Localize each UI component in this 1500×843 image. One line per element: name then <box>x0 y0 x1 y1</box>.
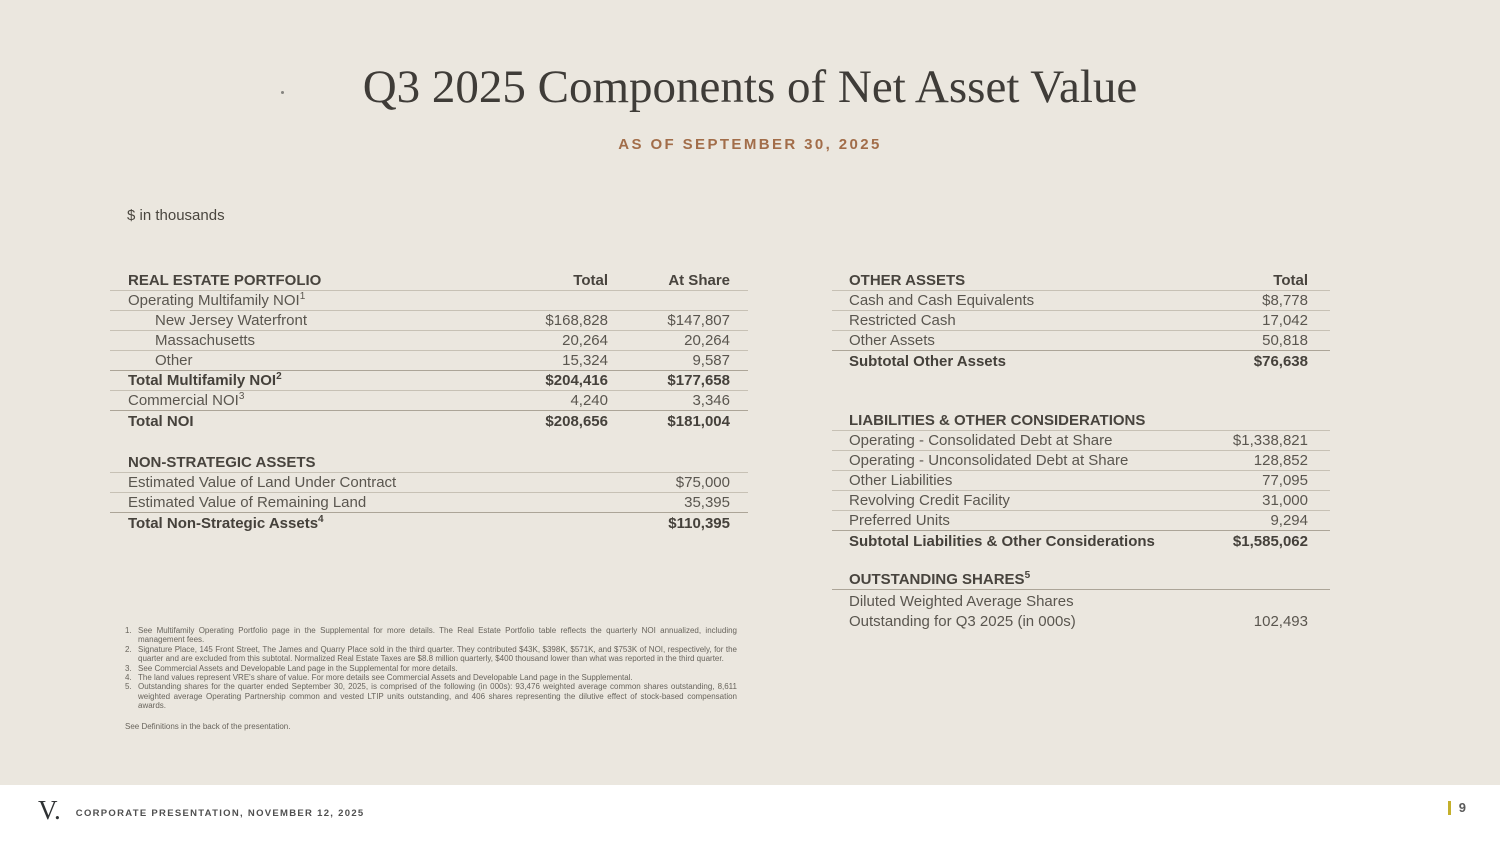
footnote-number: 3. <box>125 663 132 673</box>
row-total: $208,656 <box>545 412 608 430</box>
row-restricted-cash <box>832 311 1330 331</box>
row-new-jersey-waterfront <box>110 311 748 331</box>
row-value: $110,395 <box>668 514 730 532</box>
footnote-ref-3: 3 <box>238 391 245 402</box>
footnote-number: 1. <box>125 626 132 635</box>
row-label: Estimated Value of Land Under Contract <box>128 474 397 491</box>
row-total-non-strategic <box>110 513 748 533</box>
row-other-assets <box>832 331 1330 351</box>
row-label: Operating - Unconsolidated Debt at Share <box>849 452 1129 469</box>
outstanding-shares-title: OUTSTANDING SHARES <box>849 571 1025 588</box>
row-total: 20,264 <box>562 332 608 349</box>
row-label: Restricted Cash <box>849 312 956 329</box>
other-assets-title: OTHER ASSETS <box>849 272 966 289</box>
row-label: Subtotal Other Assets <box>849 352 1006 370</box>
liabilities-section <box>832 411 1330 551</box>
shares-label-line1: Diluted Weighted Average Shares <box>849 593 1074 610</box>
footnote-number: 4. <box>125 673 132 683</box>
footnote-3 <box>125 664 737 673</box>
liabilities-header-row <box>832 411 1330 431</box>
footnote-ref-5: 5 <box>1024 570 1031 581</box>
non-strategic-title: NON-STRATEGIC ASSETS <box>128 454 316 471</box>
footnote-text: See Multifamily Operating Portfolio page in the Supplemental for more details. The Real Estate Portfolio table reflects the quarterly NOI annualized, including management fees. <box>138 626 737 645</box>
shares-label-line2: Outstanding for Q3 2025 (in 000s) <box>849 613 1076 630</box>
footnote-1 <box>125 626 737 645</box>
row-value: $75,000 <box>675 474 730 491</box>
footnote-ref-1: 1 <box>299 291 306 302</box>
slide-subtitle: AS OF SEPTEMBER 30, 2025 <box>618 136 882 153</box>
row-remaining-land <box>110 493 748 513</box>
row-at-share: $147,807 <box>667 312 730 329</box>
row-commercial-noi <box>110 391 748 411</box>
row-total: 15,324 <box>562 352 608 369</box>
row-value: 102,493 <box>1253 613 1308 630</box>
footnotes-block <box>125 626 737 731</box>
real-estate-table <box>110 271 748 533</box>
outstanding-shares-section <box>832 570 1330 632</box>
footnote-ref-2: 2 <box>276 371 282 382</box>
row-total-noi <box>110 411 748 431</box>
row-value: $8,778 <box>1262 292 1308 309</box>
other-assets-header-row <box>832 271 1330 291</box>
page-number: 9 <box>1458 800 1466 815</box>
row-label: Commercial NOI <box>128 392 239 409</box>
row-label: New Jersey Waterfront <box>155 312 307 329</box>
row-at-share: $181,004 <box>667 412 730 430</box>
col-header-total: Total <box>573 272 608 289</box>
row-land-under-contract <box>110 473 748 493</box>
row-total: $168,828 <box>545 312 608 329</box>
row-label: Massachusetts <box>155 332 256 349</box>
footnote-number: 2. <box>125 644 132 654</box>
footnote-4 <box>125 673 737 682</box>
col-header-total: Total <box>1273 272 1308 289</box>
outstanding-shares-header-row <box>832 570 1330 590</box>
row-value: 77,095 <box>1262 472 1308 489</box>
row-label: Estimated Value of Remaining Land <box>128 494 367 511</box>
liabilities-title: LIABILITIES & OTHER CONSIDERATIONS <box>849 412 1146 429</box>
real-estate-header-row <box>110 271 748 291</box>
row-at-share: 9,587 <box>692 352 730 369</box>
row-consolidated-debt <box>832 431 1330 451</box>
row-value: $1,585,062 <box>1232 532 1308 550</box>
footnote-text: The land values represent VRE's share of value. For more details see Commercial Assets and Developable Land page in the Supplemental. <box>138 673 633 683</box>
row-total: 4,240 <box>570 392 608 409</box>
row-subtotal-other-assets <box>832 351 1330 371</box>
row-value: 17,042 <box>1262 312 1308 329</box>
row-label: Preferred Units <box>849 512 950 529</box>
row-value: 35,395 <box>684 494 730 511</box>
row-label: Total NOI <box>128 412 194 430</box>
footnote-text: Outstanding shares for the quarter ended September 30, 2025, is comprised of the following (in 000s): 93,476 weighted average common shares outstanding, 8,611 weighted average Operating Partnership common and vested LTIP units outstanding, and 406 shares representing the dilutive effect of stock-based compensation awards. <box>138 682 737 711</box>
row-unconsolidated-debt <box>832 451 1330 471</box>
non-strategic-section <box>110 453 748 533</box>
row-at-share: 20,264 <box>684 332 730 349</box>
row-at-share: $177,658 <box>667 372 730 389</box>
row-preferred-units <box>832 511 1330 531</box>
slide-title: Q3 2025 Components of Net Asset Value <box>362 61 1138 113</box>
row-label: Revolving Credit Facility <box>849 492 1010 509</box>
row-value: $76,638 <box>1253 352 1308 370</box>
footnote-closing: See Definitions in the back of the presentation. <box>125 721 291 731</box>
row-massachusetts <box>110 331 748 351</box>
row-label: Other <box>155 352 193 369</box>
row-value: 128,852 <box>1253 452 1308 469</box>
row-label: Total Non-Strategic Assets <box>128 514 319 532</box>
row-total-multifamily-noi <box>110 371 748 391</box>
row-other <box>110 351 748 371</box>
row-revolving-credit-facility <box>832 491 1330 511</box>
footnote-text: See Commercial Assets and Developable Land page in the Supplemental for more details. <box>138 663 458 673</box>
row-total: $204,416 <box>545 372 608 389</box>
row-label: Subtotal Liabilities & Other Considerations <box>849 532 1155 550</box>
row-diluted-weighted-average-shares <box>832 590 1330 632</box>
non-strategic-header-row <box>110 453 748 473</box>
company-logo: V. <box>38 795 61 825</box>
footnote-ref-4: 4 <box>318 513 324 525</box>
footnote-5 <box>125 682 737 710</box>
real-estate-title: REAL ESTATE PORTFOLIO <box>128 272 322 289</box>
units-note: $ in thousands <box>127 207 225 224</box>
row-label: Cash and Cash Equivalents <box>849 292 1035 309</box>
row-value: 50,818 <box>1262 332 1308 349</box>
row-value: $1,338,821 <box>1232 432 1308 449</box>
footnote-2 <box>125 645 737 664</box>
row-cash-equivalents <box>832 291 1330 311</box>
page-number-bar-icon <box>1448 801 1451 815</box>
row-value: 9,294 <box>1270 512 1308 529</box>
row-at-share: 3,346 <box>692 392 730 409</box>
row-subtotal-liabilities <box>832 531 1330 551</box>
row-other-liabilities <box>832 471 1330 491</box>
row-label: Operating Multifamily NOI <box>128 292 300 309</box>
row-label: Other Liabilities <box>849 472 953 489</box>
row-value: 31,000 <box>1262 492 1308 509</box>
col-header-at-share: At Share <box>668 272 730 289</box>
footnote-text: Signature Place, 145 Front Street, The James and Quarry Place sold in the third quarter. They contributed $43K, $398K, $571K, and $753K of NOI, respectively, for the quarter and are excluded from this subtotal. Normalized Real Estate Taxes are $8.8 million quarterly, $400 thousand lower than what was reported in the third quarter. <box>138 644 737 664</box>
row-label: Total Multifamily NOI <box>128 372 277 389</box>
row-operating-multifamily-noi <box>110 291 748 311</box>
footnote-number: 5. <box>125 682 132 692</box>
row-label: Operating - Consolidated Debt at Share <box>849 432 1113 449</box>
footer-presentation-label: CORPORATE PRESENTATION, NOVEMBER 12, 2025 <box>75 807 365 819</box>
other-assets-table <box>832 271 1330 632</box>
row-label: Other Assets <box>849 332 935 349</box>
cursor-artifact-dot <box>281 91 284 94</box>
slide-footer <box>0 785 1500 843</box>
